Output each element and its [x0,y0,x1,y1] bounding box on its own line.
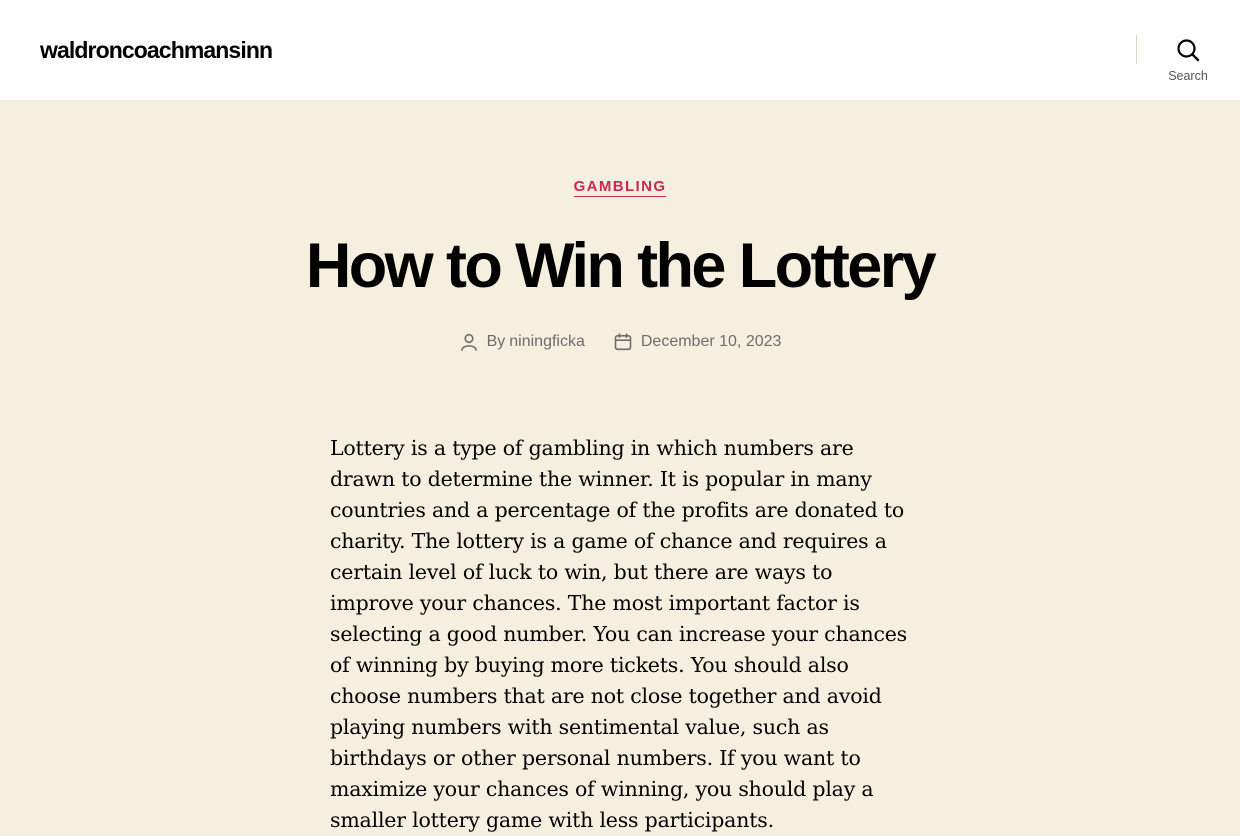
search-toggle-button[interactable] [1158,34,1218,88]
person-icon [459,332,479,352]
site-header [0,0,1240,100]
author-link[interactable]: niningficka [509,333,585,350]
post-author [459,332,585,352]
category-container [0,178,1240,196]
search-icon [1176,38,1200,62]
post-date [613,332,782,352]
search-label: Search [1168,69,1208,83]
site-title[interactable]: waldroncoachmansinn [40,37,273,63]
post-body: Lottery is a type of gambling in which numbers are drawn to determine the winner. It is popular in many countries and a percentage of the profits are donated to charity. The lottery is a game of chance and requires a certain level of luck to win, but there are ways to improve your chances. The most important factor is selecting a good number. You can increase your chances of winning by buying more tickets. You should also choose numbers that are not close together and avoid playing numbers with sentimental value, such as birthdays or other personal numbers. If you want to maximize your chances of winning, you should play a smaller lottery game with less participants. [330,436,908,832]
header-divider [1136,35,1137,64]
post-meta [0,332,1240,352]
category-link[interactable]: GAMBLING [573,178,667,195]
date-link[interactable]: December 10, 2023 [640,333,782,350]
post-title: How to Win the Lottery [305,231,935,301]
calendar-icon [613,332,633,352]
author-prefix: By [486,333,506,350]
